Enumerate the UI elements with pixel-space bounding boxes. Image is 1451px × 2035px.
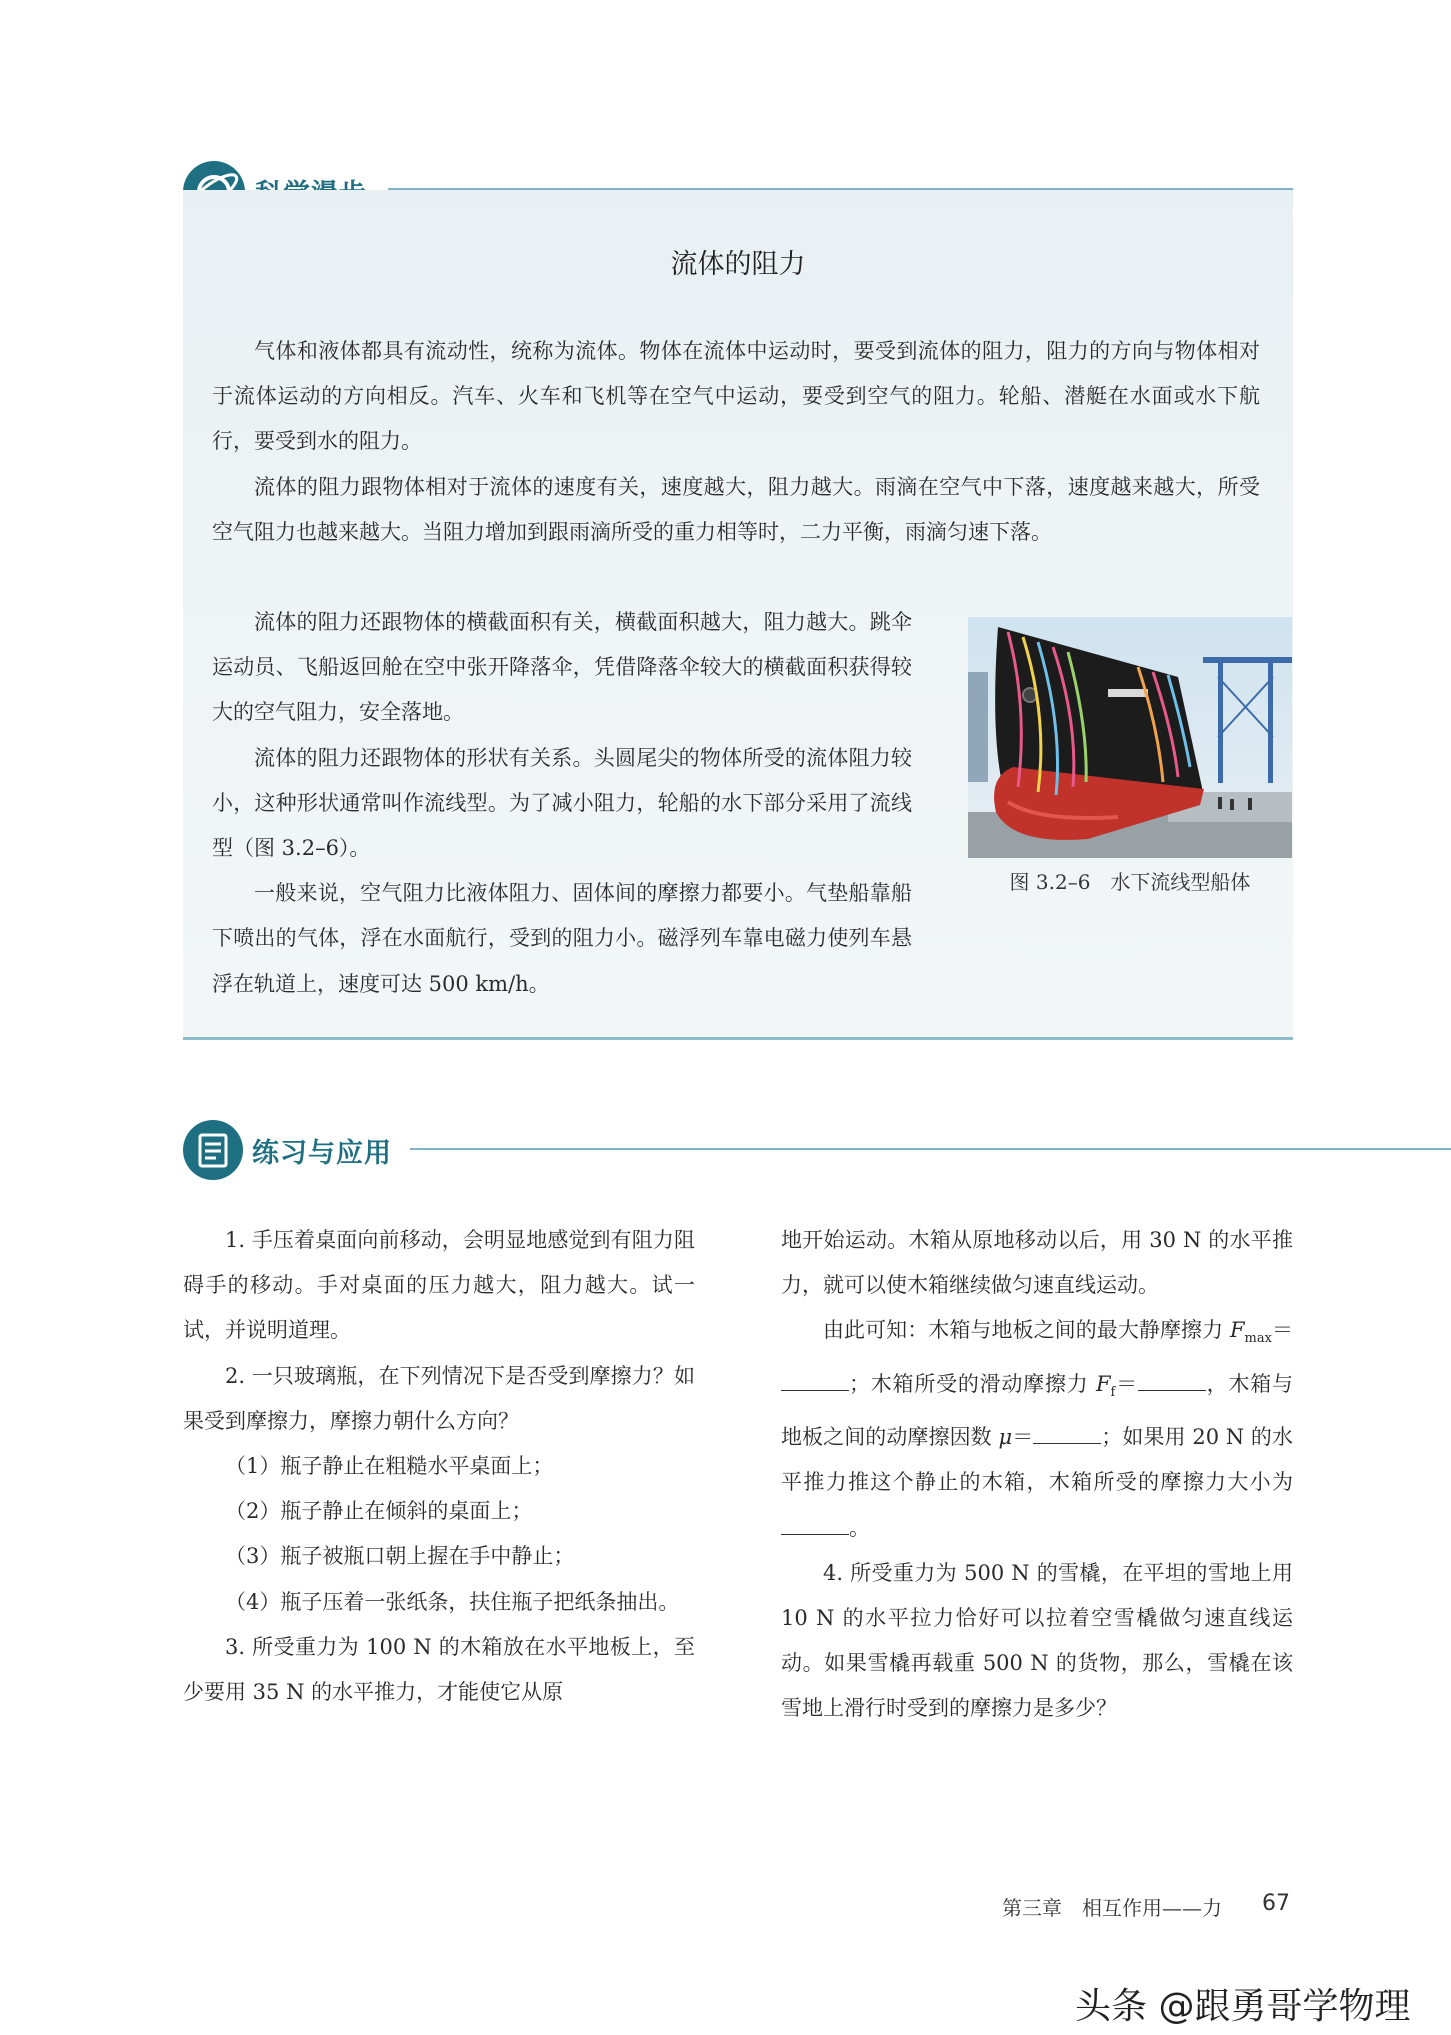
article-paragraph: 流体的阻力还跟物体的形状有关系。头圆尾尖的物体所受的流体阻力较小，这种形状通常叫作流线型。为了减小阻力，轮船的水下部分采用了流线型（图 3.2–6）。 (212, 745, 912, 861)
footer-chapter: 第三章 相互作用——力 (1002, 1896, 1222, 1920)
question-2-item: （3）瓶子被瓶口朝上握在手中静止； (225, 1544, 575, 1569)
q3-text: ＝ (1271, 1318, 1293, 1343)
article-paragraph: 一般来说，空气阻力比液体阻力、固体间的摩擦力都要小。气垫船靠船下喷出的气体，浮在水面航行，受到的阻力小。磁浮列车靠电磁力使列车悬浮在轨道上，速度可达 500 km/h。 (212, 881, 912, 996)
watermark: 头条 @跟勇哥学物理 (1075, 1986, 1411, 2027)
answer-blank-fmax[interactable] (781, 1368, 849, 1391)
q3-text: ；如果用 20 N 的水平推力推这个静止的木箱，木箱所受的摩擦力大小为 (781, 1425, 1294, 1495)
question-3-continued: 地开始运动。木箱从原地移动以后，用 30 N 的水平推力，就可以使木箱继续做匀速直线运动。 (781, 1228, 1293, 1298)
article-paragraph: 气体和液体都具有流动性，统称为流体。物体在流体中运动时，要受到流体的阻力，阻力的方向与物体相对于流体运动的方向相反。汽车、火车和飞机等在空气中运动，要受到空气的阻力。轮船、潜艇在水面或水下航行，要受到水的阻力。 (212, 339, 1260, 454)
notebook-icon (183, 1120, 243, 1180)
question-3-start: 3. 所受重力为 100 N 的木箱放在水平地板上，至少要用 35 N 的水平推力，才能使它从原 (183, 1634, 695, 1705)
article-body-narrow (212, 600, 912, 1007)
q3-text: 由此可知：木箱与地板之间的最大静摩擦力 (823, 1318, 1230, 1343)
ff-symbol: F (1095, 1371, 1111, 1396)
answer-blank-friction[interactable] (781, 1512, 849, 1535)
page-number: 67 (1262, 1891, 1290, 1916)
question-2: 2. 一只玻璃瓶，在下列情况下是否受到摩擦力？如果受到摩擦力，摩擦力朝什么方向？ (183, 1363, 695, 1433)
figure-caption: 图 3.2–6 水下流线型船体 (1009, 870, 1251, 894)
exercise-section-label: 练习与应用 (252, 1138, 392, 1169)
exercise-right-column (781, 1218, 1293, 1732)
question-2-item: （4）瓶子压着一张纸条，扶住瓶子把纸条抽出。 (225, 1589, 680, 1614)
question-3-blanks (781, 1308, 1293, 1550)
question-4: 4. 所受重力为 500 N 的雪橇，在平坦的雪地上用 10 N 的水平拉力恰好可以拉着空雪橇做匀速直线运动。如果雪橇再载重 500 N 的货物，那么，雪橇在该雪地上滑行时受到的摩擦力是多少？ (781, 1560, 1293, 1721)
article-title: 流体的阻力 (670, 249, 806, 280)
fmax-subscript: max (1244, 1331, 1272, 1347)
article-paragraph: 流体的阻力跟物体相对于流体的速度有关，速度越大，阻力越大。雨滴在空气中下落，速度越来越大，所受空气阻力也越来越大。当阻力增加到跟雨滴所受的重力相等时，二力平衡，雨滴匀速下落。 (212, 474, 1260, 544)
article-body-full (212, 329, 1260, 555)
ship-photo (968, 617, 1292, 858)
fmax-symbol: F (1229, 1318, 1245, 1343)
answer-blank-mu[interactable] (1033, 1421, 1101, 1444)
article-paragraph: 流体的阻力还跟物体的横截面积有关，横截面积越大，阻力越大。跳伞运动员、飞船返回舱在空中张开降落伞，凭借降落伞较大的横截面积获得较大的空气阻力，安全落地。 (212, 610, 912, 725)
exercise-section-icon (183, 1120, 243, 1180)
ship-hull-image (968, 617, 1292, 858)
mu-symbol: μ (998, 1425, 1013, 1450)
exercise-section-divider (410, 1148, 1451, 1150)
ff-subscript: f (1110, 1384, 1116, 1400)
answer-blank-ff[interactable] (1138, 1368, 1206, 1391)
question-2-item: （2）瓶子静止在倾斜的桌面上； (225, 1499, 533, 1524)
q3-text: ＝ (1012, 1425, 1034, 1450)
q3-text: ＝ (1115, 1371, 1138, 1396)
q3-text: 。 (849, 1515, 870, 1540)
q3-text: ；木箱所受的滑动摩擦力 (849, 1371, 1096, 1396)
q3-text: ，木箱与地板之间的动摩擦因数 (781, 1371, 1293, 1450)
question-2-item: （1）瓶子静止在粗糙水平桌面上； (225, 1454, 554, 1479)
exercise-left-column (183, 1218, 695, 1715)
question-1: 1. 手压着桌面向前移动，会明显地感觉到有阻力阻碍手的移动。手对桌面的压力越大，阻力越大。试一试，并说明道理。 (183, 1228, 695, 1343)
